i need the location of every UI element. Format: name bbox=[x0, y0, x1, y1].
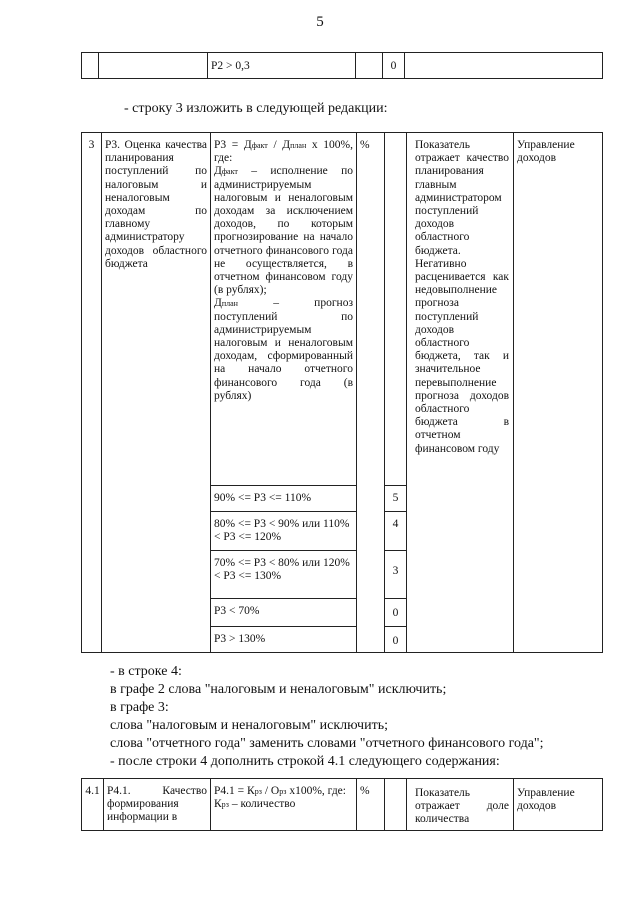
score-cell: 5 bbox=[385, 486, 407, 512]
cell-empty bbox=[405, 53, 603, 79]
score-cell: 3 bbox=[385, 551, 407, 599]
row3-table bbox=[81, 132, 603, 653]
edit-line: в графе 2 слова "налоговым и неналоговым" исключить; bbox=[110, 682, 447, 697]
responsible-cell: Управление доходов bbox=[514, 133, 603, 653]
edit-line: - в строке 4: bbox=[110, 664, 182, 679]
condition-cell: 80% <= Р3 < 90% или 110% < Р3 <= 120% bbox=[211, 512, 357, 551]
responsible-cell: Управление доходов bbox=[514, 779, 603, 831]
edit-line: в графе 3: bbox=[110, 700, 169, 715]
edit-line: слова "налоговым и неналоговым" исключить; bbox=[110, 718, 388, 733]
score-cell: 0 bbox=[383, 53, 405, 79]
condition-cell: Р2 > 0,3 bbox=[208, 53, 356, 79]
description-cell: Показатель отражает качество планирования главным администратором поступлений доходов областного бюджета. Негативно расценивается как недовыполнение прогноза поступлений доходов областного бюджета, так и значительное перевыполнение прогноза доходов областного бюджета в отчетном финансовом году bbox=[407, 133, 514, 653]
condition-cell: 70% <= Р3 < 80% или 120% < Р3 <= 130% bbox=[211, 551, 357, 599]
edit-line: слова "отчетного года" заменить словами "отчетного финансового года"; bbox=[110, 736, 544, 751]
score-cell: 4 bbox=[385, 512, 407, 551]
row-number: 3 bbox=[82, 133, 102, 653]
page-number: 5 bbox=[316, 14, 324, 30]
row41-table bbox=[81, 778, 603, 831]
score-cell bbox=[385, 133, 407, 486]
indicator-name: Р4.1. Качество формирования информации в bbox=[104, 779, 211, 831]
edit-line: - после строки 4 дополнить строкой 4.1 следующего содержания: bbox=[110, 754, 500, 769]
row-number: 4.1 bbox=[82, 779, 104, 831]
cell-empty bbox=[82, 53, 99, 79]
indicator-name: Р3. Оценка качества планирования поступлений по налоговым и неналоговым доходам по главному администратору доходов областного бюджета bbox=[102, 133, 211, 653]
intro-text: - строку 3 изложить в следующей редакции: bbox=[124, 101, 388, 116]
score-cell bbox=[385, 779, 407, 831]
cell-empty bbox=[356, 53, 383, 79]
score-cell: 0 bbox=[385, 599, 407, 627]
condition-cell: Р3 < 70% bbox=[211, 599, 357, 627]
condition-cell: Р3 > 130% bbox=[211, 627, 357, 653]
unit-cell: % bbox=[357, 133, 385, 653]
condition-cell: 90% <= Р3 <= 110% bbox=[211, 486, 357, 512]
formula-cell: Р3 = Дфакт / Дплан х 100%, где: Дфакт – исполнение по администрируемым налоговым и неналоговым доходам за исключением доходов, по которым прогнозирование на начало отчетного финансового года не осуществляется, в отчетном финансовом году (в рублях); Дплан – прогноз поступлений по администрируемым налоговым и неналоговым доходам, сформированный на начало отчетного финансового года (в рублях) bbox=[211, 133, 357, 486]
score-cell: 0 bbox=[385, 627, 407, 653]
description-cell: Показатель отражает доле количества bbox=[407, 779, 514, 831]
cell-empty bbox=[99, 53, 208, 79]
top-row-table bbox=[81, 52, 603, 79]
formula-cell: Р4.1 = Крз / Орз х100%, где: Крз – количество bbox=[211, 779, 357, 831]
unit-cell: % bbox=[357, 779, 385, 831]
